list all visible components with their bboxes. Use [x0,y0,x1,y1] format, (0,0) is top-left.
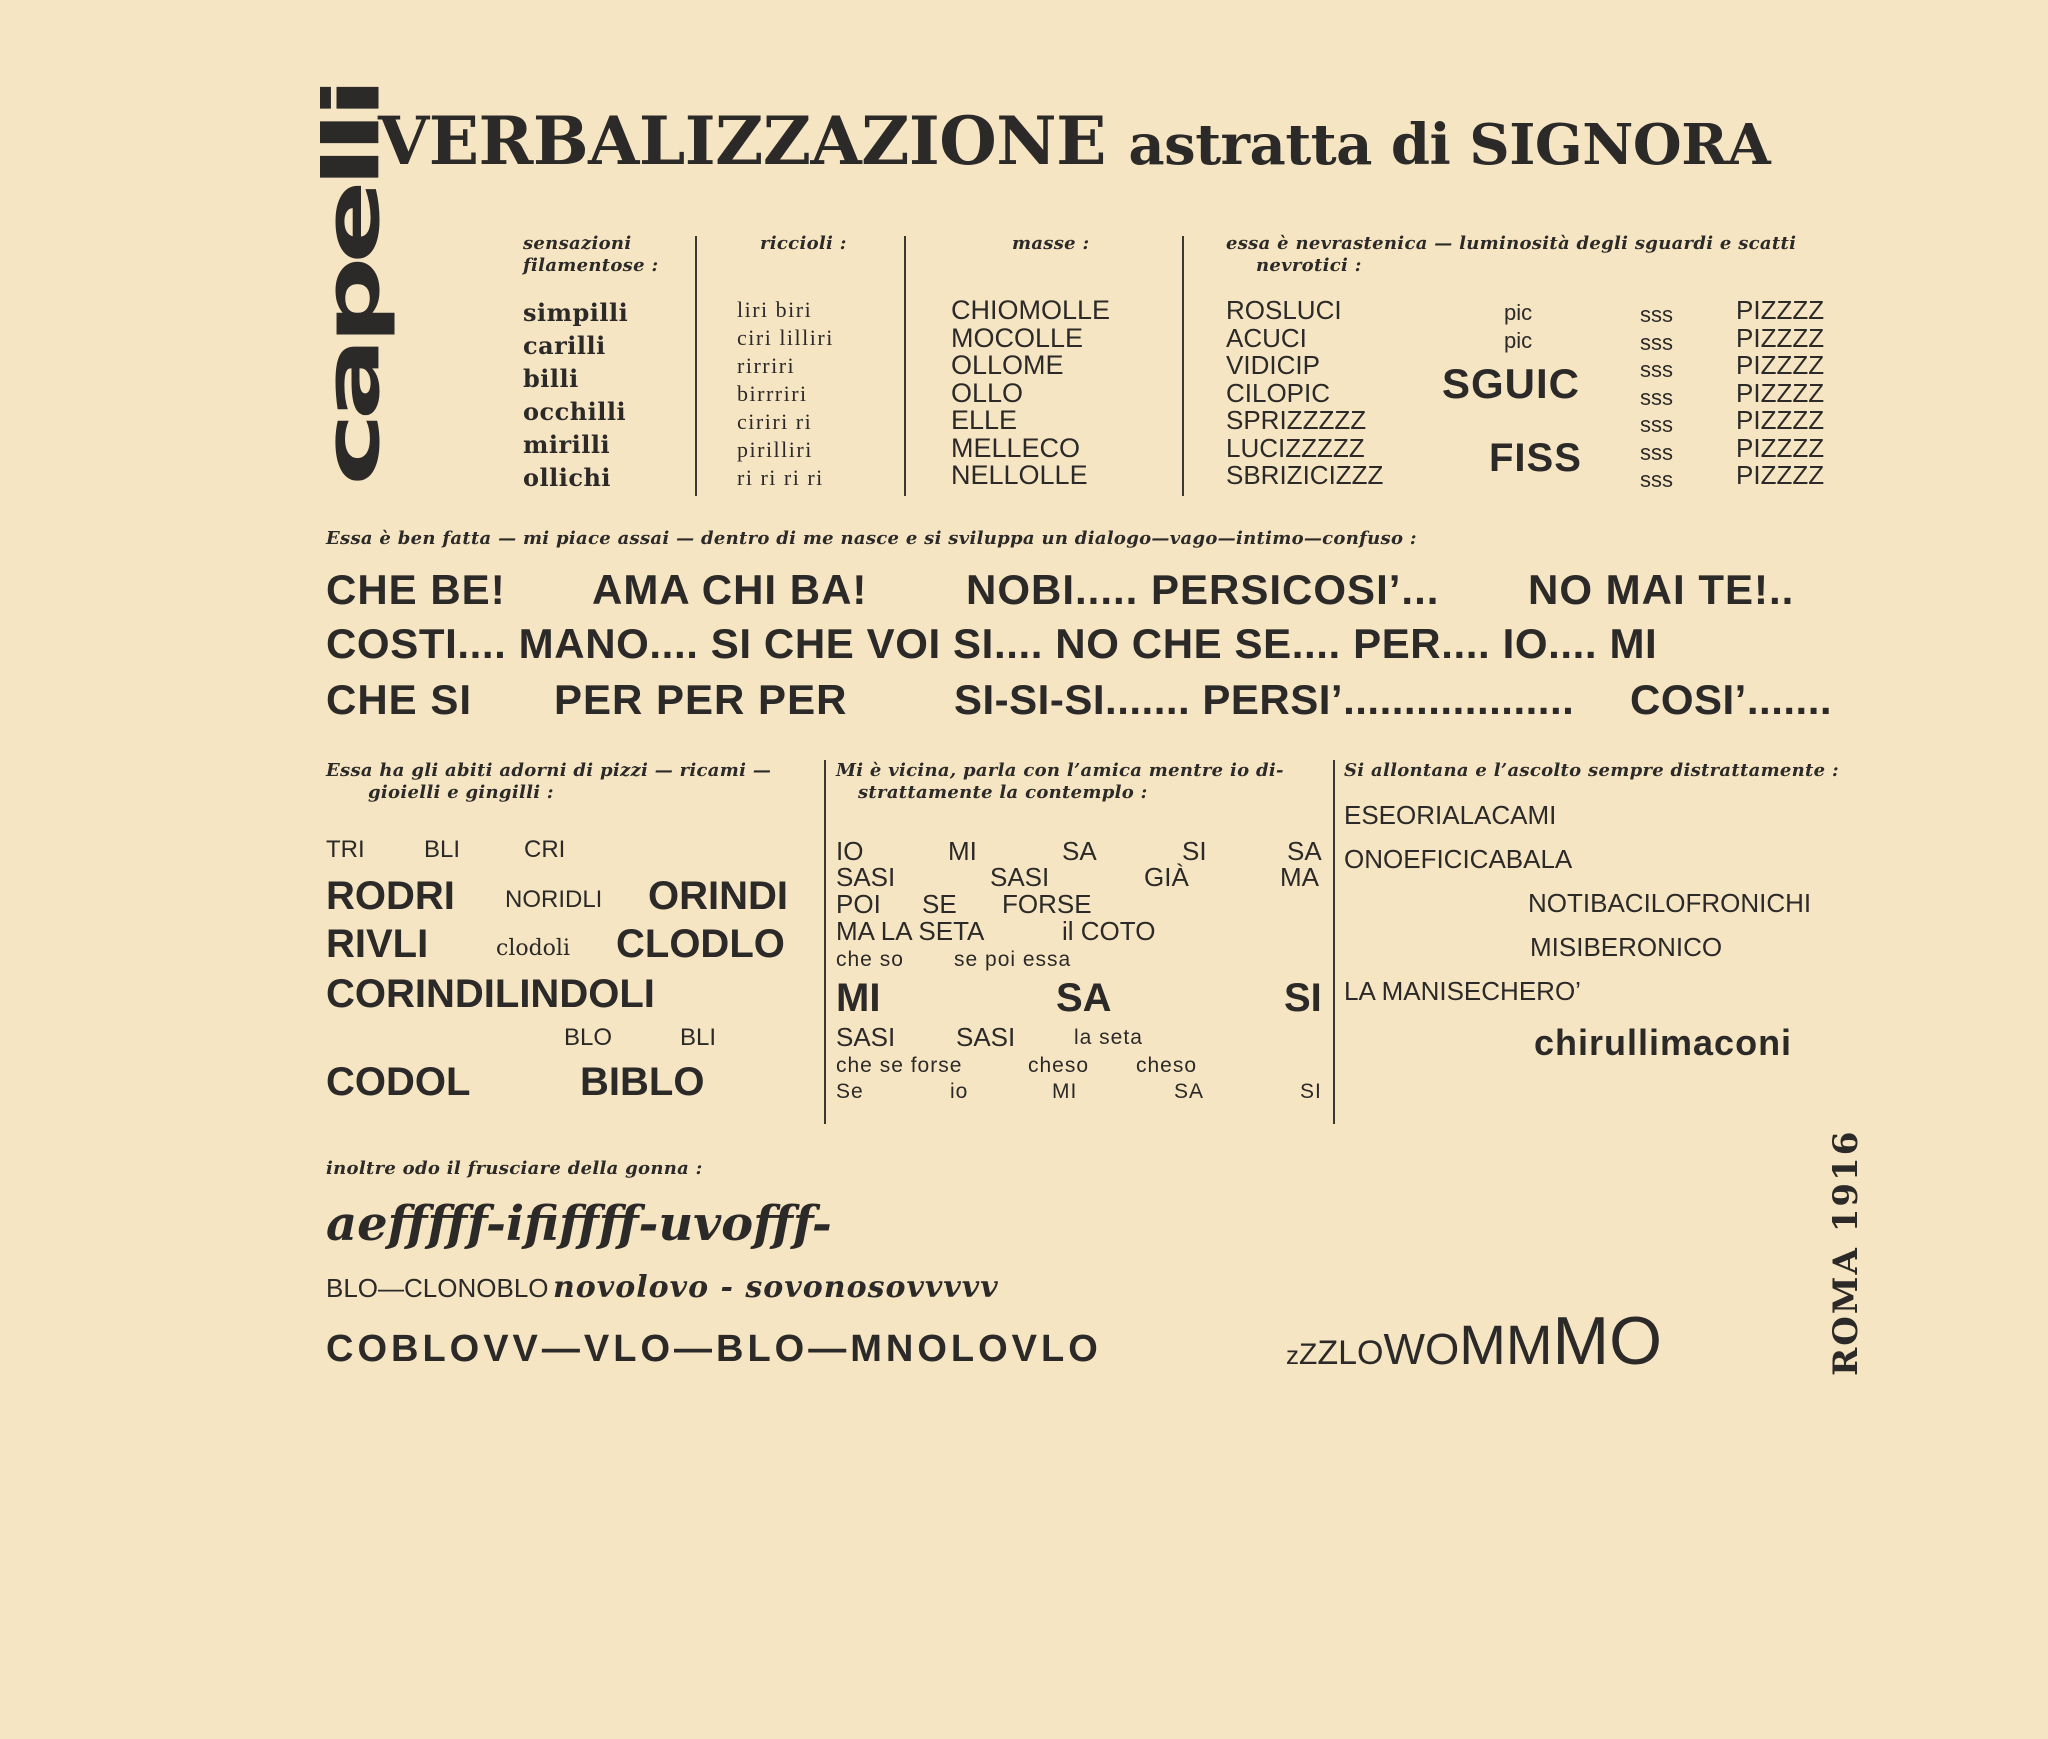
col3-word: OLLO [951,377,1024,408]
col1-word: simpilli [523,298,629,327]
dialog-line1-c: NOBI..... PERSICOSI’... [966,566,1440,613]
col3-word: ELLE [951,405,1018,435]
right-w4: MISIBERONICO [1530,932,1723,962]
mid-r4-coto: il COTO [1062,916,1156,946]
col4-word: ROSLUCI [1226,295,1342,325]
mid-block-header [836,760,1284,804]
mid-r9-se: Se [836,1080,864,1103]
z-medium: Z [1299,1338,1318,1371]
zlo: ZLO [1317,1334,1384,1372]
dialog-line3-d: COSI’....... [1630,676,1833,723]
mo: MO [1552,1303,1663,1379]
mid-r2-gia: GIÀ [1144,862,1189,892]
cri-word: CRI [524,836,566,863]
mid-r3-forse: FORSE [1002,889,1092,919]
col4-word: VIDICIP [1226,350,1320,380]
bli-word-2: BLI [680,1024,717,1051]
col3-word: MELLECO [951,432,1081,463]
col2-word: rirriri [737,353,796,378]
mid-r1-sa2: SA [1287,836,1322,866]
sss-word: sss [1640,384,1673,410]
dialog-line1-a: CHE BE! [326,566,506,613]
pizzz-word: PIZZZZ [1736,377,1825,408]
mid-r2-sasi: SASI [836,862,896,892]
sss-word: sss [1640,467,1673,492]
gonna-line2-a: BLO—CLONOBLO [326,1273,549,1303]
header-col1-line1: sensazioni [523,233,632,254]
sss-word: sss [1640,412,1673,437]
left-header-line1: Essa ha gli abiti adorni di pizzi — ricami — [326,760,772,781]
col3-word: NELLOLLE [951,460,1088,490]
col2-list [737,296,834,492]
blo-word: BLO [564,1024,613,1051]
mid-r1-io: IO [836,836,864,866]
mid-header-line1: Mi è vicina, parla con l’amica mentre io di- [836,760,1284,781]
mid-r2-ma: MA [1280,862,1319,892]
pizzz-word: PIZZZZ [1736,405,1825,435]
gonna-line2-b: novolovo - sovonosovvvvv [552,1270,999,1305]
title-rest: astratta di SIGNORA [1128,112,1771,178]
pic-word: pic [1504,300,1533,325]
col4-word: SPRIZZZZZ [1226,405,1367,435]
mid-header-line2: strattamente la contemplo : [858,782,1148,803]
title-main: VERBALIZZAZIONE [378,102,1106,180]
pizzz-word: PIZZZZ [1736,432,1825,463]
col2-word: liri biri [737,297,813,322]
divider-3 [1182,236,1184,496]
col2-word: ciriri ri [737,409,813,434]
col2-word: birrriri [737,381,808,406]
col2-word: ciri lilliri [737,325,834,350]
mid-r9-sa: SA [1174,1080,1205,1103]
sss-word: sss [1640,302,1673,327]
col1-word: mirilli [523,430,611,459]
col4-word: ACUCI [1226,322,1307,353]
header-col4-line1: essa è nevrastenica — luminosità degli sguardi e scatti [1226,233,1797,254]
header-col1 [523,233,658,277]
rodri-word: RODRI [326,874,455,918]
mid-r9-si: SI [1300,1080,1322,1103]
mid-r6-si: SI [1284,976,1322,1020]
pizzz-list [1736,297,1824,490]
gonna-header: inoltre odo il frusciare della gonna : [326,1158,703,1179]
col1-word: occhilli [523,397,627,426]
mid-r3-se: SE [922,889,957,919]
orindi-word: ORINDI [648,874,788,918]
col2-word: pirilliri [737,437,813,462]
mid-r3-poi: POI [836,889,881,919]
mid-r1-si: SI [1182,836,1207,866]
col4-word: LUCIZZZZZ [1226,432,1365,463]
rivli-word: RIVLI [326,922,429,966]
dialog-line2: COSTI.... MANO.... SI CHE VOI SI.... NO CHE SE.... PER.... IO.... MI [326,620,1658,667]
gonna-line3: COBLOVV—VLO—BLO—MNOLOVLO [326,1328,1102,1370]
mid-r9-mi: MI [1052,1080,1078,1103]
dialog-line1-d: NO MAI TE!.. [1528,566,1795,613]
noridli-word: NORIDLI [505,886,603,913]
mid-r1-sa: SA [1062,836,1097,866]
col3-word: MOCOLLE [951,322,1084,353]
dialog-line3-b: PER PER PER [554,676,848,723]
biblo-word: BIBLO [580,1060,705,1104]
codol-word: CODOL [326,1060,471,1104]
pic-word: pic [1504,327,1533,353]
mid-r8-cheso: cheso [1028,1054,1090,1077]
col4-word: SBRIZICIZZZ [1226,460,1384,490]
header-col4 [1226,233,1796,277]
gonna-line2 [326,1270,999,1305]
right-w3: NOTIBACILOFRONICHI [1528,888,1812,918]
left-header-line2: gioielli e gingilli : [368,782,554,803]
divider-4 [824,760,826,1124]
left-block-header [326,760,771,804]
mid-r6-sa: SA [1056,976,1112,1020]
bli-word: BLI [424,836,461,863]
fiss: FISS [1489,436,1582,480]
divider-5 [1333,760,1335,1124]
mid-r7-sasi2: SASI [956,1022,1016,1052]
right-w1: ESEORIALACAMI [1344,800,1557,830]
mid-r4-seta: MA LA SETA [836,916,985,946]
sss-list [1640,301,1673,494]
col3-word: CHIOMOLLE [951,295,1111,325]
capelli-vertical: capelli [307,84,398,486]
pizzz-word: PIZZZZ [1736,295,1825,325]
header-col2: riccioli : [760,233,847,254]
pizzz-word: PIZZZZ [1736,322,1825,353]
col1-word: billi [523,364,579,393]
col4-list [1226,297,1383,490]
sss-word: sss [1640,357,1673,382]
dialog-line1-b: AMA CHI BA! [592,566,868,613]
col4-word: CILOPIC [1226,377,1331,408]
col3-word: OLLOME [951,350,1064,380]
header-col4-line2: nevrotici : [1256,255,1362,276]
header-col3: masse : [1012,233,1090,254]
mid-r5-cheso: che so [836,948,904,971]
sguic: SGUIC [1442,360,1581,407]
tri-word: TRI [326,836,365,863]
mid-r8-cheseforse: che se forse [836,1054,963,1077]
wo: WO [1383,1325,1460,1374]
right-w2: ONOEFICICABALA [1344,844,1573,874]
right-w5: LA MANISECHERO’ [1344,976,1581,1006]
clodlo-word: CLODLO [616,922,785,966]
page-title [378,102,1770,180]
right-block-header: Si allontana e l’ascolto sempre distrattamente : [1344,760,1839,781]
pizzz-word: PIZZZZ [1736,460,1825,490]
clodoli-word: clodoli [496,936,571,961]
mid-r1-mi: MI [948,836,977,866]
ben-fatta-caption: Essa è ben fatta — mi piace assai — dentro di me nasce e si sviluppa un dialogo—vago—intimo—confuso : [326,528,1417,549]
mid-r7-seta: la seta [1074,1026,1143,1049]
z-small: z [1286,1340,1299,1370]
col3-list [951,297,1110,490]
sss-word: sss [1640,329,1673,355]
mm: MM [1459,1313,1553,1376]
mid-r9-io: io [950,1080,969,1103]
gonna-line1: aefffff-ififfff-uvofff- [326,1196,832,1252]
divider-1 [695,236,697,496]
right-w6: chirullimaconi [1534,1022,1793,1063]
pic-list [1504,299,1532,354]
dialog-line3-a: CHE SI [326,676,473,723]
dialog-line3-c: SI-SI-SI....... PERSI’................... [954,676,1575,723]
mid-r2-sasi2: SASI [990,862,1050,892]
col1-word: carilli [523,331,606,360]
mid-r7-sasi: SASI [836,1022,896,1052]
corindilindoli-word: CORINDILINDOLI [326,972,655,1016]
pizzz-word: PIZZZZ [1736,350,1825,380]
sss-word: sss [1640,439,1673,465]
divider-2 [904,236,906,496]
col1-word: ollichi [523,463,612,492]
mid-r6-mi: MI [836,976,881,1020]
mid-r8-cheso2: cheso [1136,1054,1198,1077]
col1-list [523,296,628,494]
col2-word: ri ri ri ri [737,465,824,490]
roma-1916: ROMA 1916 [1826,1129,1866,1376]
mid-r5-essa: se poi essa [954,948,1072,971]
zzlo-crescendo [1286,1302,1662,1380]
header-col1-line2: filamentose : [523,255,659,276]
